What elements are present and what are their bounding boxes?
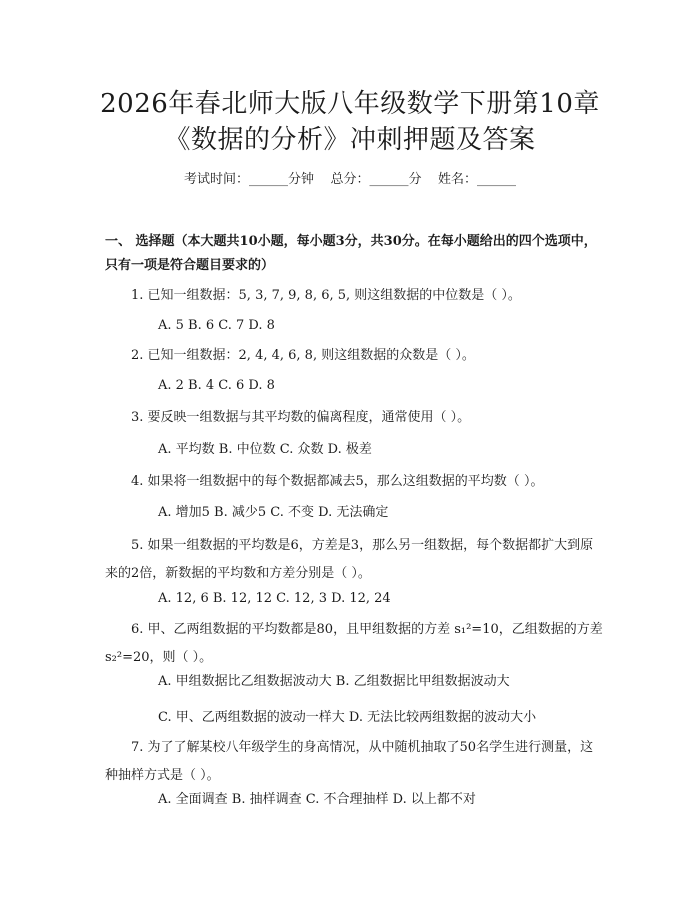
question-6-options-cd: C. 甲、乙两组数据的波动一样大 D. 无法比较两组数据的波动大小 [158, 710, 537, 725]
question-6: 6. 甲、乙两组数据的平均数都是80，且甲组数据的方差 s₁²=10，乙组数据的方差 s₂²=20，则（ ）。 [105, 622, 603, 665]
question-4: 4. 如果将一组数据中的每个数据都减去5，那么这组数据的平均数（ ）。 [131, 474, 544, 489]
question-3: 3. 要反映一组数据与其平均数的偏离程度，通常使用（ ）。 [131, 410, 471, 425]
document-title-line-1: 2026年春北师大版八年级数学下册第10章 [100, 89, 600, 119]
question-2-options: A. 2 B. 4 C. 6 D. 8 [158, 378, 275, 393]
question-7-options: A. 全面调查 B. 抽样调查 C. 不合理抽样 D. 以上都不对 [158, 792, 476, 807]
question-1: 1. 已知一组数据：5, 3, 7, 9, 8, 6, 5, 则这组数据的中位数是（ ）。 [131, 288, 521, 303]
question-3-options: A. 平均数 B. 中位数 C. 众数 D. 极差 [158, 442, 372, 457]
question-5-options: A. 12, 6 B. 12, 12 C. 12, 3 D. 12, 24 [158, 591, 391, 606]
question-4-options: A. 增加5 B. 减少5 C. 不变 D. 无法确定 [158, 505, 389, 520]
document-title-line-2: 《数据的分析》冲刺押题及答案 [164, 125, 536, 155]
question-6-options-ab: A. 甲组数据比乙组数据波动大 B. 乙组数据比甲组数据波动大 [158, 674, 510, 689]
section-heading-choice: 一、 选择题（本大题共10小题，每小题3分，共30分。在每小题给出的四个选项中，只有一项是符合题目要求的） [105, 234, 597, 273]
question-5: 5. 如果一组数据的平均数是6，方差是3，那么另一组数据，每个数据都扩大到原来的2倍，新数据的平均数和方差分别是（ ）。 [105, 538, 594, 581]
question-7: 7. 为了了解某校八年级学生的身高情况，从中随机抽取了50名学生进行测量，这种抽样方式是（ ）。 [105, 740, 594, 783]
question-1-options: A. 5 B. 6 C. 7 D. 8 [158, 318, 275, 333]
question-2: 2. 已知一组数据：2, 4, 4, 6, 8, 则这组数据的众数是（ ）。 [131, 348, 475, 363]
exam-info-line: 考试时间：______分钟 总分：______分 姓名：______ [183, 172, 517, 187]
